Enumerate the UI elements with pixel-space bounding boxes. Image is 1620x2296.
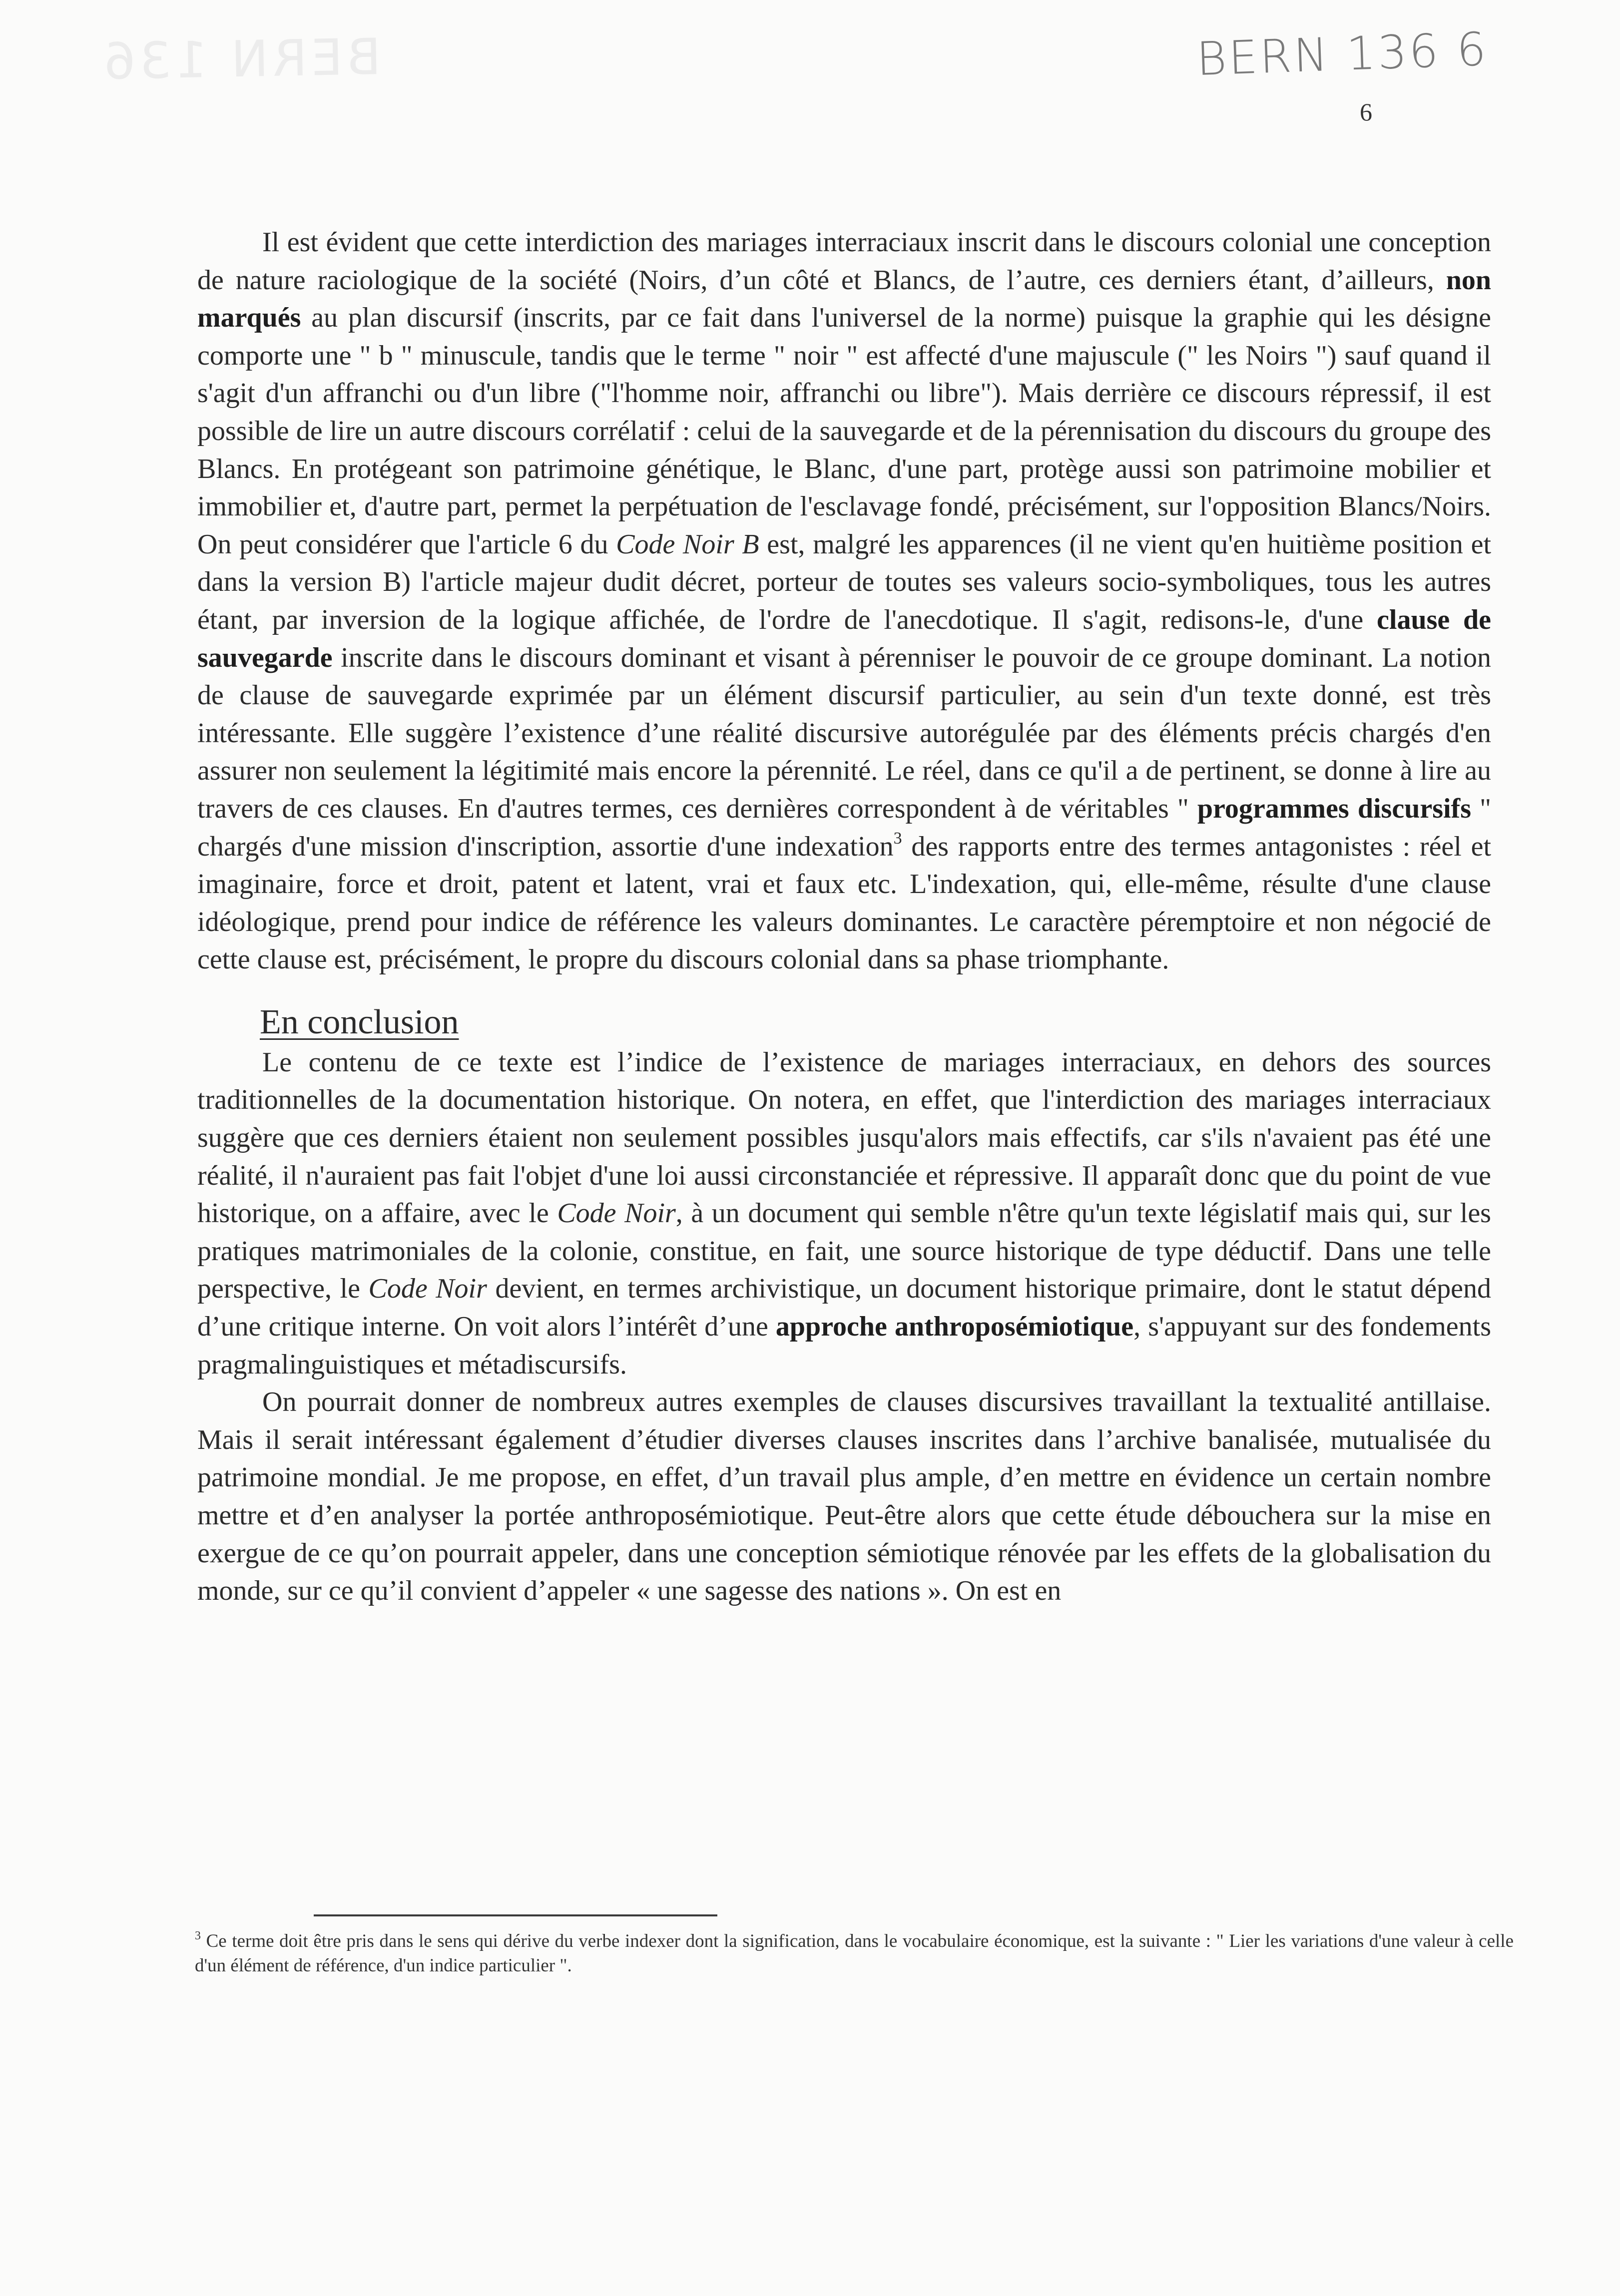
text-run: devient, en termes archivistique, un document historique primaire, dont le statut dépend d’une critique interne. On voit alors l’intérêt d’une [197, 1273, 1491, 1343]
text-run: Le contenu de ce texte est l’indice de l’existence de mariages interraciaux, en dehors des sources traditionnelles de la documentation historique. On notera, en effet, que l'interdiction des mariages interraciaux suggère que ces derniers étaient non seulement possibles jusqu'alors mais effectifs, car s'ils n'avaient pas été une réalité, il n'auraient pas fait l'objet d'une loi aussi circonstanciée et répressive. Il apparaît donc que du point de vue historique, on a affaire, avec le [197, 1046, 1491, 1229]
text-run: au plan discursif (inscrits, par ce fait dans l'universel de la norme) puisque la graphie qui les désigne comporte une " b " minuscule, tandis que le terme " noir " est affecté d'une majuscule (" les Noirs ") sauf quand il s'agit d'un affranchi ou d'un libre ("l'homme noir, affranchi ou libre"). Mais derrière ce discours répressif, il est possible de lire un autre discours corrélatif : celui de la sauvegarde et de la pérennisation du discours du groupe des Blancs. En protégeant son patrimoine génétique, le Blanc, d'une part, protège aussi son patrimoine mobilier et immobilier et, d'autre part, permet la perpétuation de l'esclavage fondé, précisément, sur l'opposition Blancs/Noirs. On peut considérer que l'article 6 du [197, 302, 1491, 560]
emphasis-non-marques: non marqués [197, 264, 1491, 334]
main-text [197, 224, 1491, 1610]
text-run: des rapports entre des termes antagonistes : réel et imaginaire, force et droit, patent et latent, vrai et faux etc. L'indexation, qui, elle-même, résulte d'une clause idéologique, prend pour indice de référence les valeurs dominantes. Le caractère péremptoire et non négocié de cette clause est, précisément, le propre du discours colonial dans sa phase triomphante. [197, 831, 1492, 975]
title-code-noir: Code Noir [557, 1198, 676, 1229]
footnote-number: 3 [195, 1929, 201, 1942]
text-run: " chargés d'une mission d'inscription, assortie d'une indexation [197, 793, 1491, 862]
title-code-noir: Code Noir [368, 1273, 487, 1305]
text-run: est, malgré les apparences (il ne vient qu'en huitième position et dans la version B) l'article majeur dudit décret, porteur de toutes ses valeurs socio-symboliques, tous les autres étant, par inversion de la logique affichée, de l'ordre de l'anecdotique. Il s'agit, redisons-le, d'une [197, 528, 1491, 635]
emphasis-clause-de-sauvegarde: clause de sauvegarde [197, 604, 1491, 673]
footnote-reference: 3 [893, 829, 902, 848]
emphasis-approche-anthroposemiotique: approche anthroposémiotique [775, 1311, 1134, 1343]
footnote-text: Ce terme doit être pris dans le sens qui dérive du verbe indexer dont la signification, dans le vocabulaire économique, est la suivante : " Lier les variations d'une valeur à celle d'un élément de référence, d'un indice particulier ". [195, 1931, 1514, 1976]
paragraph-perspectives: On pourrait donner de nombreux autres exemples de clauses discursives travaillant la textualité antillaise. Mais il serait intéressant également d’étudier diverses clauses inscrites dans l’archive banalisée, mutualisée du patrimoine mondial. Je me propose, en effet, d’un travail plus ample, d’en mettre en évidence un certain nombre mettre et d’en analyser la portée anthroposémiotique. Peut-être alors que cette étude débouchera sur la mise en exergue de ce qu’on pourrait appeler, dans une conception sémiotique rénovée par les effets de la globalisation du monde, sur ce qu’il convient d’appeler « une sagesse des nations ». On est en [197, 1386, 1491, 1607]
text-run: , à un document qui semble n'être qu'un texte législatif mais qui, sur les pratiques matrimoniales de la colonie, constitue, en fait, une source historique de type déductif. Dans une telle perspective, le [197, 1198, 1491, 1305]
archive-reference-handwritten: BERN 136 6 [1195, 22, 1489, 86]
text-run: Il est évident que cette interdiction des mariages interraciaux inscrit dans le discours colonial une conception de nature raciologique de la société (Noirs, d’un côté et Blancs, de l’autre, ces derniers étant, d’ailleurs, [197, 227, 1491, 296]
bleed-through-mark: BERN 136 [99, 27, 382, 91]
text-run: inscrite dans le discours dominant et visant à pérenniser le pouvoir de ce groupe dominant. La notion de clause de sauvegarde exprimée par un élément discursif particulier, au sein d'un texte donné, est très intéressante. Elle suggère l’existence d’une réalité discursive autorégulée par des éléments précis chargés d'en assurer non seulement la légitimité mais encore la pérennité. Le réel, dans ce qu'il a de pertinent, se donne à lire au travers de ces clauses. En d'autres termes, ces dernières correspondent à de véritables " [197, 642, 1491, 824]
page-number: 6 [1360, 98, 1372, 126]
paragraph-interdiction [197, 224, 1491, 979]
paragraph-conclusion [197, 1044, 1491, 1383]
footnote-separator [314, 1914, 717, 1916]
title-code-noir-b: Code Noir B [616, 528, 759, 560]
emphasis-programmes-discursifs: programmes discursifs [1197, 793, 1471, 824]
section-heading-conclusion: En conclusion [260, 1002, 459, 1041]
text-run: , s'appuyant sur des fondements pragmalinguistiques et métadiscursifs. [197, 1311, 1491, 1380]
footnote [195, 1929, 1514, 1978]
